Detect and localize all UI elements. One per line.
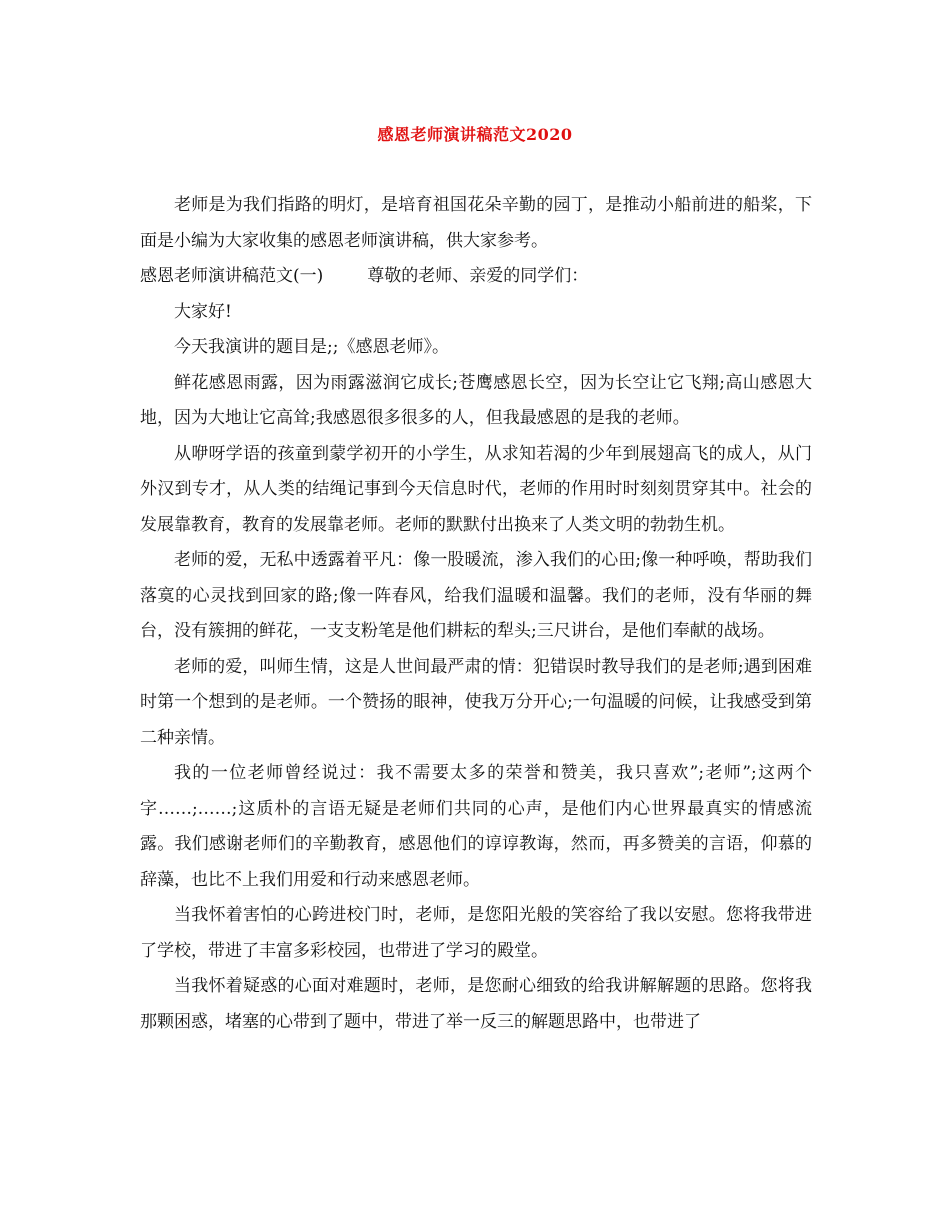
intro-paragraph: 老师是为我们指路的明灯，是培育祖国花朵辛勤的园丁，是推动小船前进的船桨，下面是小编为大家收集的感恩老师演讲稿，供大家参考。 <box>140 195 812 251</box>
body-paragraph: 老师的爱，叫师生情，这是人世间最严肃的情：犯错误时教导我们的是老师;遇到困难时第一个想到的是老师。一个赞扬的眼神，使我万分开心;一句温暖的问候，让我感受到第二种亲情。 <box>140 656 812 748</box>
body-paragraph: 大家好! <box>174 301 232 322</box>
body-paragraph: 我的一位老师曾经说过：我不需要太多的荣誉和赞美，我只喜欢”;老师”;这两个字……;……;这质朴的言语无疑是老师们共同的心声，是他们内心世界最真实的情感流露。我们感谢老师们的辛勤教育，感恩他们的谆谆教诲，然而，再多赞美的言语，仰慕的辞藻，也比不上我们用爱和行动来感恩老师。 <box>140 763 812 890</box>
body-paragraph: 当我怀着疑惑的心面对难题时，老师，是您耐心细致的给我讲解解题的思路。您将我那颗困惑，堵塞的心带到了题中，带进了举一反三的解题思路中，也带进了 <box>140 976 812 1032</box>
section-heading-line <box>140 259 812 295</box>
section-heading: 感恩老师演讲稿范文(一) <box>140 266 324 286</box>
body-paragraph: 今天我演讲的题目是;;《感恩老师》。 <box>174 337 449 357</box>
body-paragraph: 鲜花感恩雨露，因为雨露滋润它成长;苍鹰感恩长空，因为长空让它飞翔;高山感恩大地，因为大地让它高耸;我感恩很多很多的人，但我最感恩的是我的老师。 <box>140 372 812 428</box>
body-paragraph: 当我怀着害怕的心跨进校门时，老师，是您阳光般的笑容给了我以安慰。您将我带进了学校，带进了丰富多彩校园，也带进了学习的殿堂。 <box>140 905 812 961</box>
body-paragraph: 老师的爱，无私中透露着平凡：像一股暖流，渗入我们的心田;像一种呼唤，帮助我们落寞的心灵找到回家的路;像一阵春风，给我们温暖和温馨。我们的老师，没有华丽的舞台，没有簇拥的鲜花，一支支粉笔是他们耕耘的犁头;三尺讲台，是他们奉献的战场。 <box>140 550 812 641</box>
salutation: 尊敬的老师、亲爱的同学们： <box>367 266 589 286</box>
document-title: 感恩老师演讲稿范文2020 <box>377 125 573 144</box>
body-paragraph: 从咿呀学语的孩童到蒙学初开的小学生，从求知若渴的少年到展翅高飞的成人，从门外汉到专才，从人类的结绳记事到今天信息时代，老师的作用时时刻刻贯穿其中。社会的发展靠教育，教育的发展靠老师。老师的默默付出换来了人类文明的勃勃生机。 <box>140 443 812 535</box>
document-body <box>140 188 812 1040</box>
